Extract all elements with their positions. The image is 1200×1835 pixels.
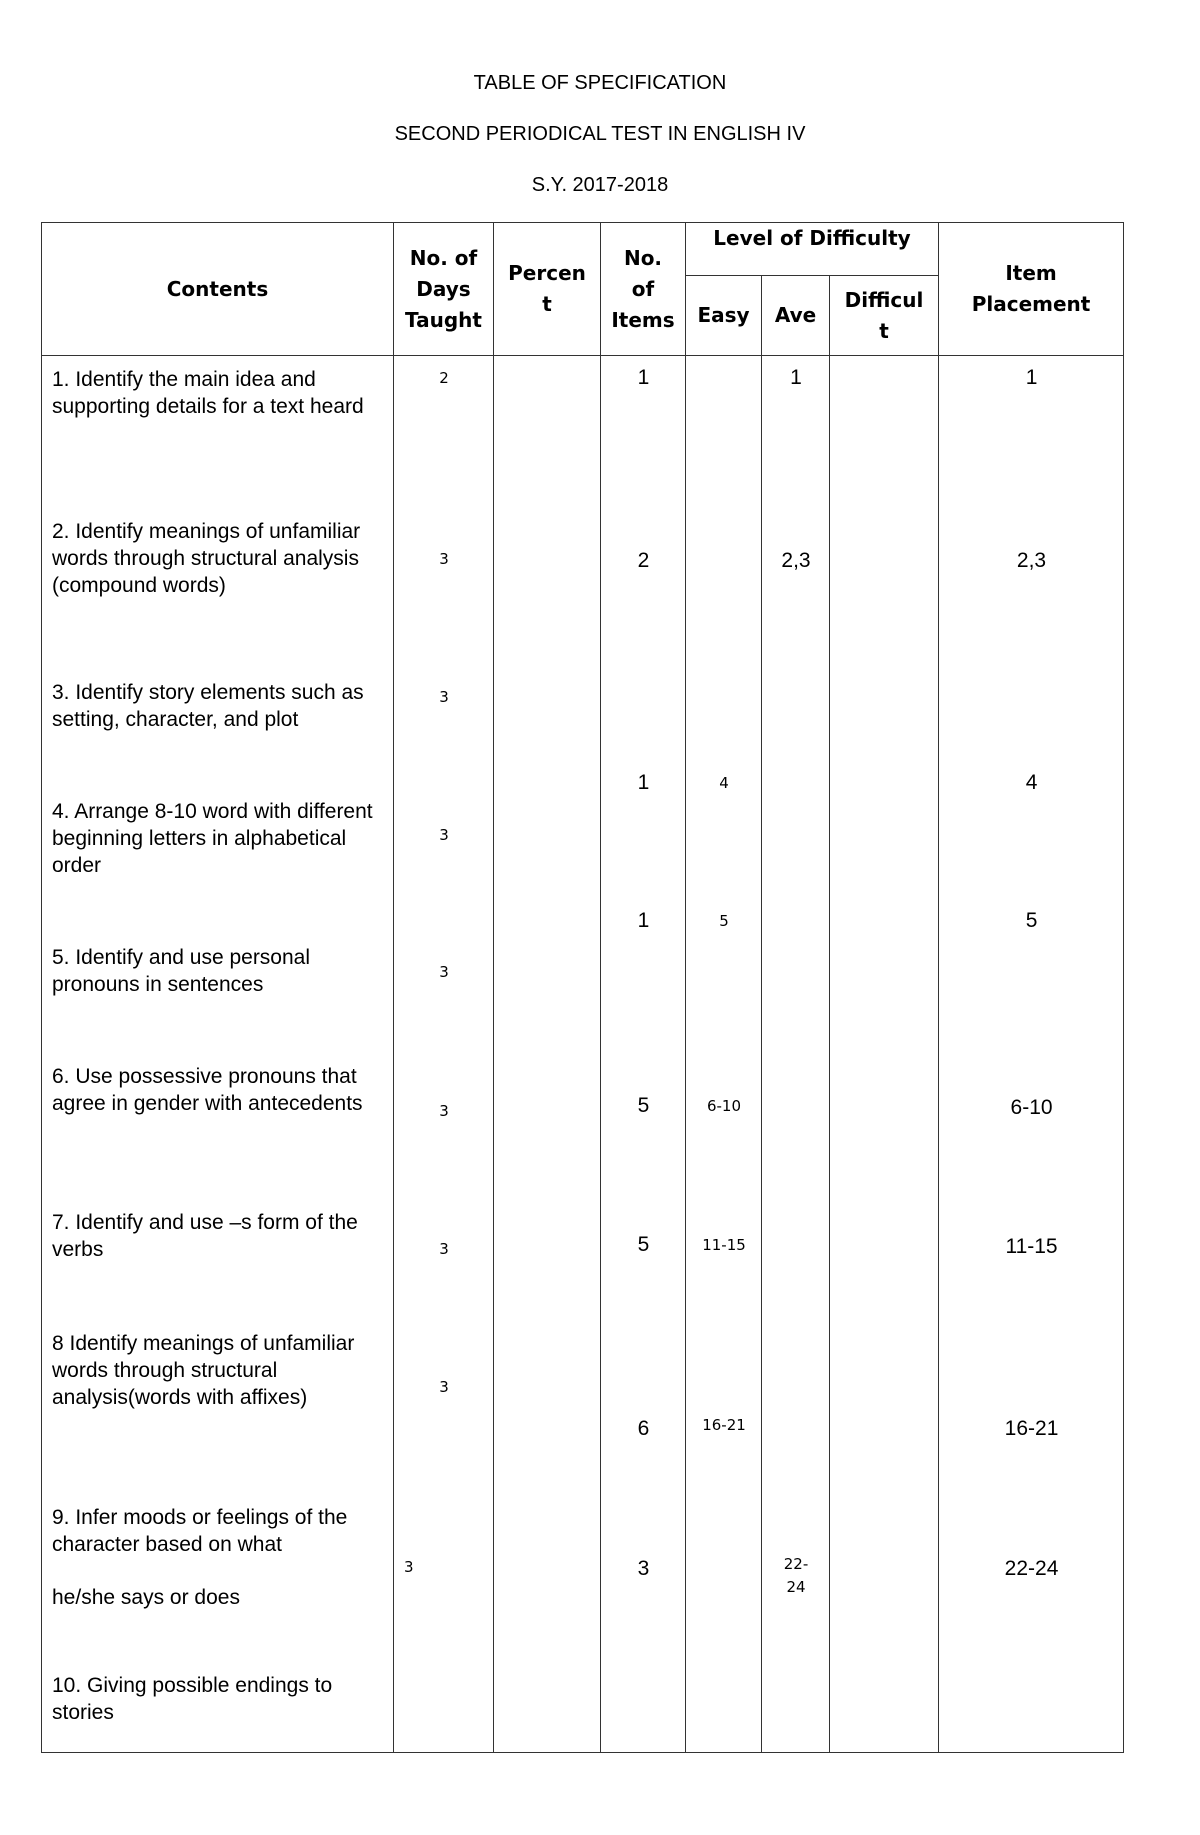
days-1: 2 bbox=[439, 369, 449, 387]
days-9: 3 bbox=[404, 1558, 414, 1576]
ave-column bbox=[762, 356, 830, 1753]
placement-5: 5 bbox=[1025, 909, 1038, 932]
easy-4: 4 bbox=[719, 774, 729, 792]
items-8: 6 bbox=[637, 1417, 650, 1440]
percent-column bbox=[494, 356, 601, 1753]
placement-6: 6-10 bbox=[1010, 1096, 1053, 1119]
document-title: TABLE OF SPECIFICATION bbox=[473, 72, 727, 94]
easy-7: 11-15 bbox=[702, 1236, 746, 1254]
content-item-4: 4. Arrange 8-10 word with different beginning letters in alphabetical order bbox=[52, 800, 373, 877]
items-1: 1 bbox=[637, 366, 650, 389]
header-row bbox=[42, 223, 1124, 276]
placement-4: 4 bbox=[1025, 771, 1038, 794]
items-4: 1 bbox=[637, 771, 650, 794]
days-6: 3 bbox=[439, 1102, 449, 1120]
header-percent: Percen t bbox=[494, 223, 601, 356]
days-3: 3 bbox=[439, 688, 449, 706]
difficult-column bbox=[830, 356, 939, 1753]
document-subtitle: SECOND PERIODICAL TEST IN ENGLISH IV bbox=[394, 123, 806, 145]
days-5: 3 bbox=[439, 963, 449, 981]
content-item-6: 6. Use possessive pronouns that agree in gender with antecedents bbox=[52, 1065, 363, 1115]
header-contents: Contents bbox=[42, 223, 394, 356]
easy-column bbox=[686, 356, 762, 1753]
header-no-of-items: No. of Items bbox=[601, 223, 686, 356]
easy-6: 6-10 bbox=[706, 1097, 742, 1115]
content-item-2: 2. Identify meanings of unfamiliar words through structural analysis (compound words) bbox=[52, 520, 361, 597]
content-item-7: 7. Identify and use –s form of the verbs bbox=[52, 1211, 358, 1261]
placement-column bbox=[939, 356, 1124, 1753]
header-days-taught: No. of Days Taught bbox=[394, 223, 494, 356]
content-item-1: 1. Identify the main idea and supporting details for a text heard bbox=[52, 368, 364, 418]
days-2: 3 bbox=[439, 550, 449, 568]
easy-8: 16-21 bbox=[702, 1416, 746, 1434]
specification-table bbox=[41, 222, 1124, 1753]
school-year: S.Y. 2017-2018 bbox=[531, 174, 669, 196]
placement-2: 2,3 bbox=[1016, 549, 1047, 572]
placement-7: 11-15 bbox=[1005, 1235, 1058, 1258]
content-item-9-continued: he/she says or does bbox=[52, 1586, 240, 1609]
content-item-8: 8 Identify meanings of unfamiliar words through structural analysis(words with affixes) bbox=[52, 1332, 355, 1409]
placement-8: 16-21 bbox=[1004, 1417, 1059, 1440]
header-item-placement: Item Placement bbox=[939, 223, 1124, 356]
content-item-10: 10. Giving possible endings to stories bbox=[52, 1674, 333, 1724]
ave-1: 1 bbox=[790, 366, 802, 389]
placement-1: 1 bbox=[1025, 366, 1038, 389]
days-4: 3 bbox=[439, 826, 449, 844]
ave-9: 22- bbox=[783, 1555, 809, 1573]
items-2: 2 bbox=[637, 549, 650, 572]
header-level-of-difficulty: Level of Difficulty bbox=[686, 223, 939, 276]
body-row bbox=[42, 356, 1124, 1753]
header-difficult: Difficul t bbox=[830, 276, 939, 356]
days-8: 3 bbox=[439, 1378, 449, 1396]
content-item-3: 3. Identify story elements such as setting, character, and plot bbox=[52, 681, 364, 731]
days-taught-column bbox=[394, 356, 494, 1753]
header-easy: Easy bbox=[686, 276, 762, 356]
items-column bbox=[601, 356, 686, 1753]
header-ave: Ave bbox=[762, 276, 830, 356]
ave-9-continued: 24 bbox=[786, 1578, 806, 1596]
placement-9: 22-24 bbox=[1004, 1557, 1059, 1580]
items-9: 3 bbox=[637, 1557, 650, 1580]
items-7: 5 bbox=[637, 1233, 650, 1256]
days-7: 3 bbox=[439, 1240, 449, 1258]
content-item-5: 5. Identify and use personal pronouns in sentences bbox=[52, 946, 311, 996]
contents-column bbox=[42, 356, 394, 1753]
easy-5: 5 bbox=[719, 912, 729, 930]
items-5: 1 bbox=[637, 909, 650, 932]
ave-2: 2,3 bbox=[781, 549, 811, 572]
items-6: 5 bbox=[637, 1094, 650, 1117]
content-item-9: 9. Infer moods or feelings of the character based on what bbox=[52, 1506, 348, 1556]
